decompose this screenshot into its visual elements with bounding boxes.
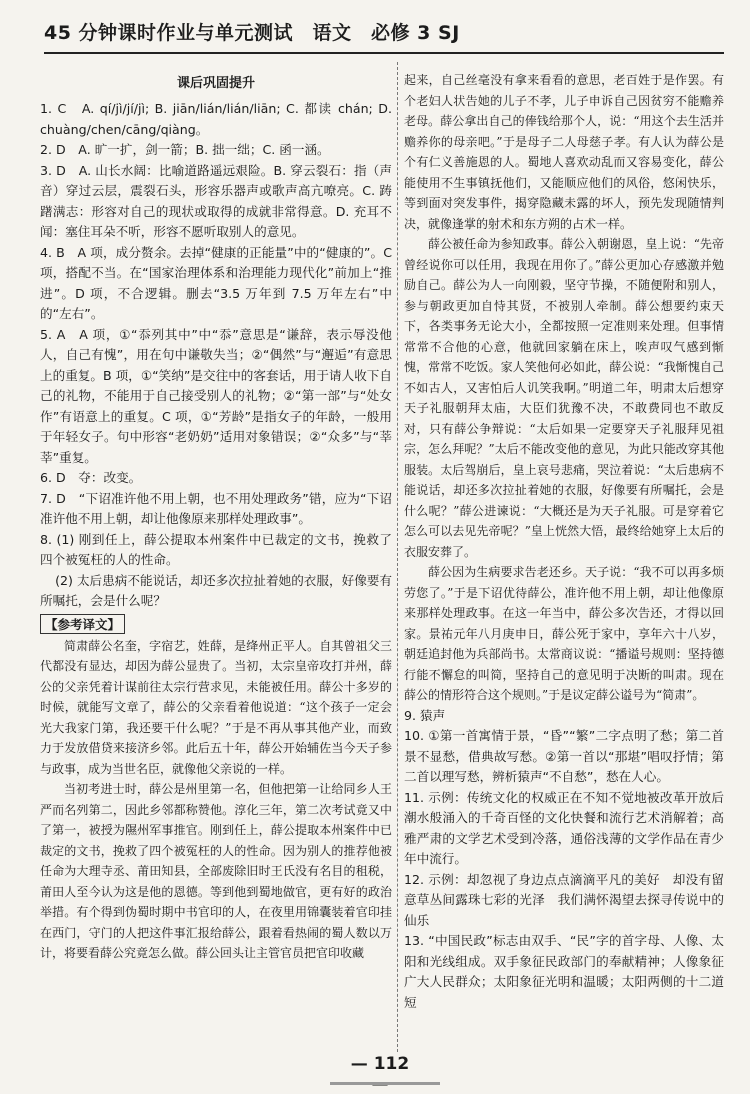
answer-1: 1. C A. qí/jì/jí/jì; B. jiān/lián/lián/liān; C. 都读 chán; D. chuàng/chen/cāng/qiàng。	[40, 101, 392, 137]
answer-8-2: (2) 太后患病不能说话，却还多次拉扯着她的衣服，好像要有所嘱托，会是什么呢？	[40, 572, 392, 608]
page-header	[44, 8, 724, 54]
translation-paragraph: 当初考进士时，薛公是州里第一名，但他把第一让给同乡人王严而名列第二，因此乡邻都称赞他。淳化三年，第二次考试竟又中了第一，被授为隰州军事推官。刚到任上，薛公提取本州案件中已裁定的文书，挽救了四个被冤枉的人的性命。因为别人的推荐他被任命为大理寺丞、莆田知县，全部废除旧时王氏没有名目的租税，莆田人至今认为这是他的恩德。等到他到蜀地做官，更有好的政治举措。有个得到伪蜀时期中书官印的人，在夜里用锦囊装着官印挂在西门，守门的人把这件事汇报给薛公，跟着看热闹的蜀人数以万计，将要看薛公究竟怎么做。薛公回头让主管官员把官印收藏	[40, 782, 392, 960]
answer-7: 7. D “下诏准许他不用上朝，也不用处理政务”错，应为“下诏准许他不用上朝，却让他像原来那样处理政事”。	[40, 490, 392, 526]
bottom-divider	[330, 1082, 440, 1085]
answer-5: 5. A A 项，①“忝列其中”中“忝”意思是“谦辞，表示辱没他人，自己有愧”，用在句中谦敬失当；②“偶然”与“邂逅”有意思上的重复。B 项，①“笑纳”是交往中的客套话，用于请人收下自己的礼物，不能用于自己接受别人的礼物；②“第一部”与“处女作”有语意上的重复。C 项，①“芳龄”是指女子的年龄，一般用于年轻女子。句中形容“老奶奶”适用对象错误；②“众多”与“莘莘”重复。	[40, 326, 392, 465]
answer-8-1: 8. (1) 刚到任上，薛公提取本州案件中已裁定的文书，挽救了四个被冤枉的人的性命。	[40, 531, 392, 567]
header-title: 45 分钟课时作业与单元测试 语文 必修 3 SJ	[44, 22, 460, 44]
answer-6: 6. D 夺：改变。	[40, 470, 142, 485]
translation-paragraph: 薛公因为生病要求告老还乡。天子说：“我不可以再多烦劳您了。”于是下诏优待薛公，准许他不用上朝，却让他像原来那样处理政事。在这一年当中，薛公多次告还，才得以回家。景祐元年八月庚申日，薛公死于家中，享年六十八岁，朝廷追封他为兵部尚书。太常商议说：“播谥号规则：坚持德行能不懈怠的叫简，坚持自己的意见明于决断的叫肃。现在薛公的情形符合这个规则。”于是议定薛公谥号为“简肃”。	[404, 565, 724, 702]
translation-paragraph: 简肃薛公名奎，字宿艺，姓薛，是绛州正平人。自其曾祖父三代都没有显达，却因为薛公显贵了。当初，太宗皇帝攻打并州，薛公的父亲凭着计谋前往太宗行营求见，未能被任用。薛公十多岁的时候，就能写文章了，薛公的父亲看着他说道：“这个孩子一定会光大我家门第，我还要干什么呢？”于是不再从事其他产业，而致力于发放借贷来接济乡邻。此后五十年，薛公开始辅佐当今天子参与政事，成为当世名臣，就像他父亲说的一样。	[40, 638, 392, 776]
answer-3: 3. D A. 山长水阔：比喻道路遥远艰险。B. 穿云裂石：指（声音）穿过云层，震裂石头，形容乐器声或歌声高亢嘹亮。C. 踌躇满志：形容对自己的现状或取得的成就非常得意。D. 充耳不闻：塞住耳朵不听，形容不愿听取别人的意见。	[40, 162, 392, 239]
column-divider	[397, 62, 399, 1052]
answer-4: 4. B A 项，成分赘余。去掉“健康的正能量”中的“健康的”。C 项，搭配不当。在“国家治理体系和治理能力现代化”前加上“推进”。D 项，不合逻辑。删去“3.5 万年到 7.5 万年左右”中的“左右”。	[40, 244, 392, 321]
answer-13: 13. “中国民政”标志由双手、“民”字的首字母、人像、太阳和光线组成。双手象征民政部门的奉献精神；人像象征广大人民群众；太阳象征光明和温暖；太阳两侧的十二道短	[404, 933, 724, 1010]
answer-9: 9. 猿声	[404, 707, 446, 723]
section-title: 课后巩固提升	[176, 76, 255, 91]
reference-translation-label: 【参考译文】	[40, 614, 125, 634]
answer-12: 12. 示例：却忽视了身边点点滴滴平凡的美好 却没有留意草丛间露珠七彩的光泽 我们满怀渴望去探寻传说中的仙乐	[404, 871, 724, 928]
translation-paragraph: 薛公被任命为参知政事。薛公入朝谢恩，皇上说：“先帝曾经说你可以任用，我现在用你了。”薛公更加心存感激并勉励自己。薛公为人一向刚毅，坚守节操，不随便附和别人，参与朝政更加自恃其贤，不被别人牵制。薛公想要约束天下，各类事务无论大小，全都按照一定准则来处理。但事情常常不合他的心意，他就回家躺在床上，唉声叹气感到惭愧，常常不吃饭。家人笑他何必如此，薛公说：“我惭愧自己不如古人，又害怕后人讥笑我啊。”明道二年，明肃太后想穿天子礼服朝拜太庙，大臣们犹豫不决，不敢费同也不敢反对，只有薛公争辩说：“太后如果一定要穿天子礼服拜见祖宗，怎么拜呢？”太后不能改变他的意见，为此只能改穿其他服装。太后驾崩后，皇上哀号悲痛，哭泣着说：“太后患病不能说话，却还多次拉扯着她的衣服，好像要有所嘱托，会是什么呢？”薛公进谏说：“大概还是为天子礼服。可是穿着它怎么可以去见先帝呢？”皇上恍然大悟，最终给她穿上太后的衣服安葬了。	[404, 237, 724, 559]
right-column	[404, 70, 724, 1060]
answer-10: 10. ①第一首寓情于景，“昏”“繁”二字点明了愁；第二首景不显愁，借典故写愁。②第一首以“那堪”唱叹抒情；第二首以理写愁，辨析猿声“不自愁”，愁在人心。	[404, 728, 724, 784]
translation-paragraph: 起来，自己丝毫没有拿来看看的意思，老百姓于是作罢。有个老妇人状告她的儿子不孝，儿子申诉自己因贫穷不能赡养老母。薛公拿出自己的俸钱给那个人，说：“用这个去生活并赡养你的母亲吧。”于是母子二人母慈子孝。有人认为薛公是个有仁义善施恩的人。蜀地人喜欢动乱而又容易变化，薛公能使用不生事镇抚他们，又能顺应他们的风俗，悠闲快乐，等到面对突发事件，揭穿隐藏未露的坏人，预先发现随情判决，就像逢掌的射术和东方朔的占术一样。	[404, 73, 724, 231]
answer-2: 2. D A. 旷一扩，剑一箭；B. 拙一绌；C. 函一涵。	[40, 142, 330, 157]
page-number: — 112	[350, 1054, 410, 1074]
answer-11: 11. 示例：传统文化的权威正在不知不觉地被改革开放后潮水般涌入的千奇百怪的文化快餐和流行艺术消解着；高雅严肃的文学艺术受到冷落，通俗浅薄的文学作品在青少年中流行。	[404, 789, 724, 866]
left-column	[40, 70, 392, 1060]
